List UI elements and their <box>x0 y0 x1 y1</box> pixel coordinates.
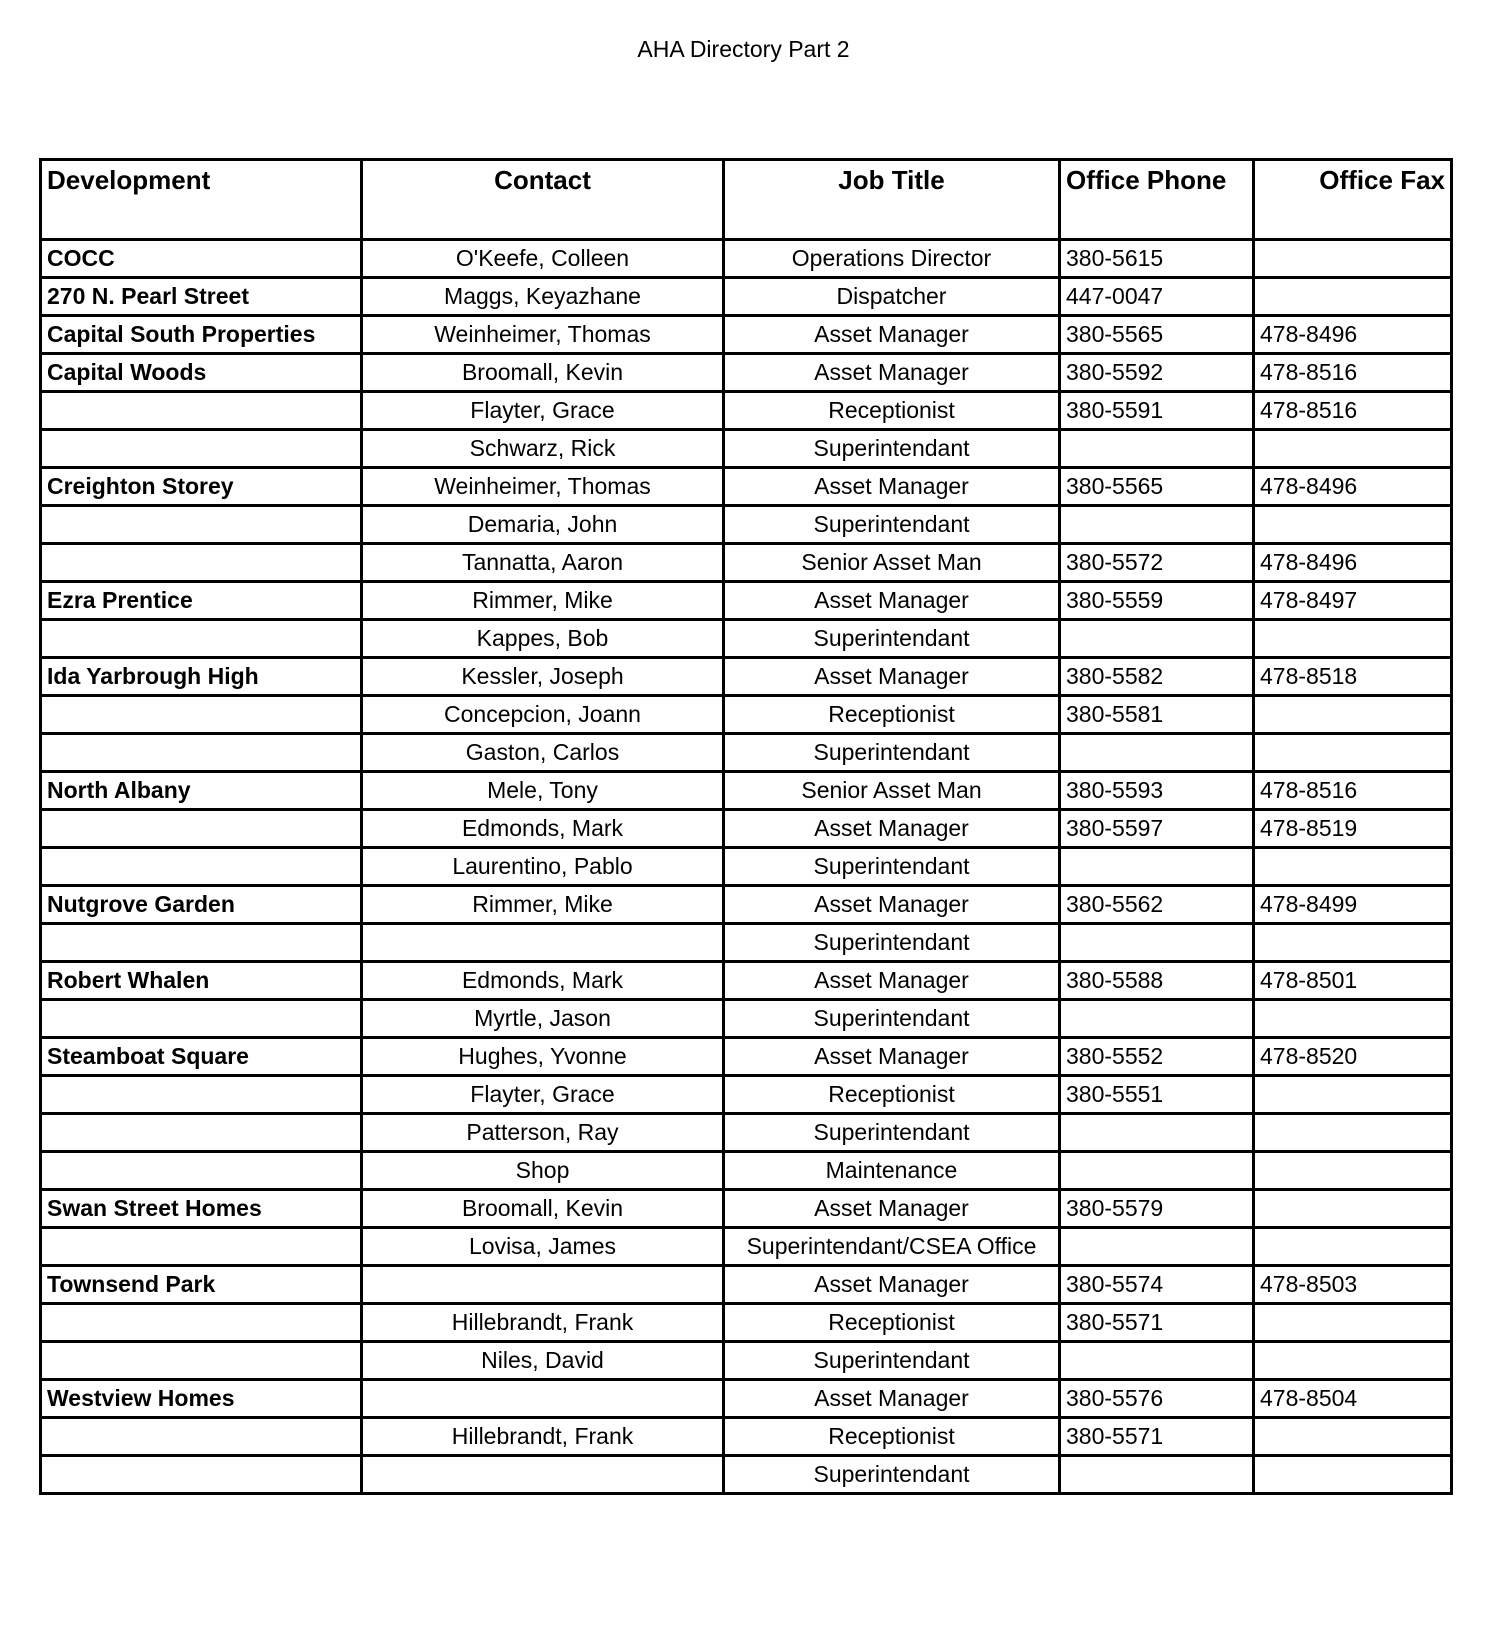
table-row <box>41 544 1452 582</box>
table-row <box>41 506 1452 544</box>
contact-cell: Tannatta, Aaron <box>362 544 724 582</box>
office-fax-cell: 478-8503 <box>1254 1266 1452 1304</box>
office-phone-cell: 380-5551 <box>1060 1076 1254 1114</box>
office-fax-cell <box>1254 1190 1452 1228</box>
job-title-cell: Maintenance <box>724 1152 1060 1190</box>
office-fax-cell: 478-8504 <box>1254 1380 1452 1418</box>
job-title-cell: Asset Manager <box>724 1190 1060 1228</box>
office-fax-cell <box>1254 848 1452 886</box>
table-row <box>41 1038 1452 1076</box>
development-cell: Westview Homes <box>41 1380 362 1418</box>
office-fax-cell <box>1254 1304 1452 1342</box>
job-title-cell: Asset Manager <box>724 658 1060 696</box>
table-row <box>41 468 1452 506</box>
development-cell: Capital South Properties <box>41 316 362 354</box>
directory-table <box>39 158 1453 1495</box>
job-title-cell: Asset Manager <box>724 354 1060 392</box>
column-header-office-fax: Office Fax <box>1254 160 1452 240</box>
development-cell <box>41 924 362 962</box>
table-row <box>41 354 1452 392</box>
contact-cell: Concepcion, Joann <box>362 696 724 734</box>
table-row <box>41 1266 1452 1304</box>
header-row <box>41 160 1452 240</box>
office-phone-cell <box>1060 1228 1254 1266</box>
office-fax-cell <box>1254 1076 1452 1114</box>
table-row <box>41 886 1452 924</box>
contact-cell: Rimmer, Mike <box>362 582 724 620</box>
contact-cell: Laurentino, Pablo <box>362 848 724 886</box>
contact-cell: Lovisa, James <box>362 1228 724 1266</box>
office-fax-cell: 478-8518 <box>1254 658 1452 696</box>
office-phone-cell <box>1060 620 1254 658</box>
contact-cell: Rimmer, Mike <box>362 886 724 924</box>
job-title-cell: Operations Director <box>724 240 1060 278</box>
development-cell <box>41 734 362 772</box>
contact-cell <box>362 1266 724 1304</box>
contact-cell: Hillebrandt, Frank <box>362 1304 724 1342</box>
office-phone-cell: 380-5591 <box>1060 392 1254 430</box>
development-cell: Swan Street Homes <box>41 1190 362 1228</box>
office-phone-cell <box>1060 506 1254 544</box>
office-phone-cell <box>1060 1000 1254 1038</box>
job-title-cell: Asset Manager <box>724 1266 1060 1304</box>
office-fax-cell <box>1254 620 1452 658</box>
job-title-cell: Superintendant <box>724 734 1060 772</box>
office-phone-cell: 380-5579 <box>1060 1190 1254 1228</box>
table-row <box>41 924 1452 962</box>
office-fax-cell: 478-8496 <box>1254 544 1452 582</box>
development-cell <box>41 696 362 734</box>
office-fax-cell <box>1254 1228 1452 1266</box>
development-cell <box>41 1342 362 1380</box>
job-title-cell: Superintendant <box>724 1000 1060 1038</box>
table-row <box>41 620 1452 658</box>
table-row <box>41 278 1452 316</box>
contact-cell: Mele, Tony <box>362 772 724 810</box>
development-cell: Creighton Storey <box>41 468 362 506</box>
contact-cell: Maggs, Keyazhane <box>362 278 724 316</box>
office-phone-cell: 447-0047 <box>1060 278 1254 316</box>
contact-cell <box>362 924 724 962</box>
table-row <box>41 582 1452 620</box>
contact-cell: O'Keefe, Colleen <box>362 240 724 278</box>
table-row <box>41 1304 1452 1342</box>
job-title-cell: Senior Asset Man <box>724 544 1060 582</box>
office-fax-cell: 478-8497 <box>1254 582 1452 620</box>
development-cell: Robert Whalen <box>41 962 362 1000</box>
development-cell <box>41 544 362 582</box>
office-fax-cell: 478-8516 <box>1254 392 1452 430</box>
contact-cell <box>362 1380 724 1418</box>
development-cell <box>41 1152 362 1190</box>
office-phone-cell <box>1060 848 1254 886</box>
office-phone-cell: 380-5571 <box>1060 1418 1254 1456</box>
development-cell <box>41 1304 362 1342</box>
development-cell <box>41 1114 362 1152</box>
development-cell: North Albany <box>41 772 362 810</box>
office-fax-cell <box>1254 1456 1452 1494</box>
office-phone-cell: 380-5574 <box>1060 1266 1254 1304</box>
column-header-office-phone: Office Phone <box>1060 160 1254 240</box>
development-cell <box>41 430 362 468</box>
office-fax-cell <box>1254 924 1452 962</box>
job-title-cell: Asset Manager <box>724 582 1060 620</box>
development-cell <box>41 392 362 430</box>
office-phone-cell: 380-5582 <box>1060 658 1254 696</box>
office-phone-cell <box>1060 1456 1254 1494</box>
office-phone-cell <box>1060 734 1254 772</box>
development-cell: Steamboat Square <box>41 1038 362 1076</box>
contact-cell: Shop <box>362 1152 724 1190</box>
office-fax-cell: 478-8516 <box>1254 772 1452 810</box>
column-header-development: Development <box>41 160 362 240</box>
table-row <box>41 1190 1452 1228</box>
table-row <box>41 316 1452 354</box>
job-title-cell: Superintendant <box>724 848 1060 886</box>
table-body <box>41 240 1452 1494</box>
office-phone-cell <box>1060 430 1254 468</box>
job-title-cell: Receptionist <box>724 1076 1060 1114</box>
table-row <box>41 392 1452 430</box>
table-row <box>41 1380 1452 1418</box>
office-phone-cell: 380-5552 <box>1060 1038 1254 1076</box>
job-title-cell: Asset Manager <box>724 962 1060 1000</box>
table-row <box>41 1456 1452 1494</box>
table-row <box>41 1114 1452 1152</box>
job-title-cell: Receptionist <box>724 1304 1060 1342</box>
table-row <box>41 734 1452 772</box>
office-fax-cell: 478-8501 <box>1254 962 1452 1000</box>
contact-cell: Flayter, Grace <box>362 1076 724 1114</box>
contact-cell: Hughes, Yvonne <box>362 1038 724 1076</box>
job-title-cell: Superintendant <box>724 430 1060 468</box>
table-row <box>41 962 1452 1000</box>
contact-cell: Myrtle, Jason <box>362 1000 724 1038</box>
office-phone-cell <box>1060 1342 1254 1380</box>
office-phone-cell: 380-5592 <box>1060 354 1254 392</box>
office-phone-cell: 380-5593 <box>1060 772 1254 810</box>
development-cell <box>41 848 362 886</box>
development-cell: Nutgrove Garden <box>41 886 362 924</box>
contact-cell: Schwarz, Rick <box>362 430 724 468</box>
job-title-cell: Asset Manager <box>724 810 1060 848</box>
office-fax-cell <box>1254 1152 1452 1190</box>
table-row <box>41 430 1452 468</box>
contact-cell: Weinheimer, Thomas <box>362 468 724 506</box>
development-cell <box>41 1228 362 1266</box>
office-phone-cell: 380-5562 <box>1060 886 1254 924</box>
contact-cell: Kessler, Joseph <box>362 658 724 696</box>
table-row <box>41 1152 1452 1190</box>
contact-cell: Flayter, Grace <box>362 392 724 430</box>
office-phone-cell: 380-5565 <box>1060 468 1254 506</box>
office-phone-cell: 380-5565 <box>1060 316 1254 354</box>
contact-cell: Kappes, Bob <box>362 620 724 658</box>
office-fax-cell: 478-8520 <box>1254 1038 1452 1076</box>
development-cell: Capital Woods <box>41 354 362 392</box>
office-phone-cell: 380-5581 <box>1060 696 1254 734</box>
office-fax-cell <box>1254 1114 1452 1152</box>
page-title: AHA Directory Part 2 <box>637 36 850 62</box>
development-cell <box>41 1000 362 1038</box>
office-fax-cell <box>1254 696 1452 734</box>
job-title-cell: Asset Manager <box>724 316 1060 354</box>
table-row <box>41 696 1452 734</box>
office-phone-cell: 380-5576 <box>1060 1380 1254 1418</box>
contact-cell: Broomall, Kevin <box>362 1190 724 1228</box>
table-row <box>41 1000 1452 1038</box>
development-cell <box>41 620 362 658</box>
table-row <box>41 1228 1452 1266</box>
contact-cell: Demaria, John <box>362 506 724 544</box>
office-phone-cell <box>1060 1152 1254 1190</box>
job-title-cell: Receptionist <box>724 1418 1060 1456</box>
table-row <box>41 848 1452 886</box>
contact-cell: Broomall, Kevin <box>362 354 724 392</box>
table-row <box>41 1342 1452 1380</box>
development-cell: Townsend Park <box>41 1266 362 1304</box>
office-fax-cell: 478-8496 <box>1254 316 1452 354</box>
office-fax-cell <box>1254 1342 1452 1380</box>
job-title-cell: Receptionist <box>724 696 1060 734</box>
table-row <box>41 658 1452 696</box>
table-row <box>41 1076 1452 1114</box>
office-phone-cell: 380-5559 <box>1060 582 1254 620</box>
column-header-job-title: Job Title <box>724 160 1060 240</box>
development-cell: COCC <box>41 240 362 278</box>
job-title-cell: Superintendant <box>724 1342 1060 1380</box>
office-fax-cell <box>1254 240 1452 278</box>
column-header-contact: Contact <box>362 160 724 240</box>
job-title-cell: Senior Asset Man <box>724 772 1060 810</box>
job-title-cell: Superintendant/CSEA Office <box>724 1228 1060 1266</box>
office-fax-cell: 478-8496 <box>1254 468 1452 506</box>
contact-cell: Edmonds, Mark <box>362 962 724 1000</box>
contact-cell: Weinheimer, Thomas <box>362 316 724 354</box>
table-row <box>41 810 1452 848</box>
development-cell: Ida Yarbrough High <box>41 658 362 696</box>
office-fax-cell: 478-8499 <box>1254 886 1452 924</box>
office-phone-cell: 380-5615 <box>1060 240 1254 278</box>
office-phone-cell <box>1060 1114 1254 1152</box>
office-phone-cell: 380-5597 <box>1060 810 1254 848</box>
table-row <box>41 1418 1452 1456</box>
job-title-cell: Asset Manager <box>724 886 1060 924</box>
development-cell <box>41 1456 362 1494</box>
contact-cell: Patterson, Ray <box>362 1114 724 1152</box>
development-cell <box>41 506 362 544</box>
office-fax-cell <box>1254 734 1452 772</box>
job-title-cell: Superintendant <box>724 620 1060 658</box>
office-fax-cell <box>1254 1000 1452 1038</box>
development-cell: Ezra Prentice <box>41 582 362 620</box>
table-row <box>41 772 1452 810</box>
office-fax-cell: 478-8519 <box>1254 810 1452 848</box>
office-phone-cell: 380-5588 <box>1060 962 1254 1000</box>
development-cell: 270 N. Pearl Street <box>41 278 362 316</box>
contact-cell: Edmonds, Mark <box>362 810 724 848</box>
office-phone-cell: 380-5572 <box>1060 544 1254 582</box>
table-row <box>41 240 1452 278</box>
office-fax-cell <box>1254 278 1452 316</box>
job-title-cell: Asset Manager <box>724 468 1060 506</box>
job-title-cell: Asset Manager <box>724 1038 1060 1076</box>
job-title-cell: Receptionist <box>724 392 1060 430</box>
contact-cell <box>362 1456 724 1494</box>
job-title-cell: Superintendant <box>724 924 1060 962</box>
office-fax-cell <box>1254 430 1452 468</box>
office-fax-cell: 478-8516 <box>1254 354 1452 392</box>
contact-cell: Hillebrandt, Frank <box>362 1418 724 1456</box>
job-title-cell: Superintendant <box>724 506 1060 544</box>
development-cell <box>41 1418 362 1456</box>
development-cell <box>41 1076 362 1114</box>
contact-cell: Niles, David <box>362 1342 724 1380</box>
job-title-cell: Asset Manager <box>724 1380 1060 1418</box>
office-fax-cell <box>1254 1418 1452 1456</box>
job-title-cell: Superintendant <box>724 1114 1060 1152</box>
office-phone-cell: 380-5571 <box>1060 1304 1254 1342</box>
job-title-cell: Dispatcher <box>724 278 1060 316</box>
development-cell <box>41 810 362 848</box>
contact-cell: Gaston, Carlos <box>362 734 724 772</box>
office-phone-cell <box>1060 924 1254 962</box>
office-fax-cell <box>1254 506 1452 544</box>
job-title-cell: Superintendant <box>724 1456 1060 1494</box>
